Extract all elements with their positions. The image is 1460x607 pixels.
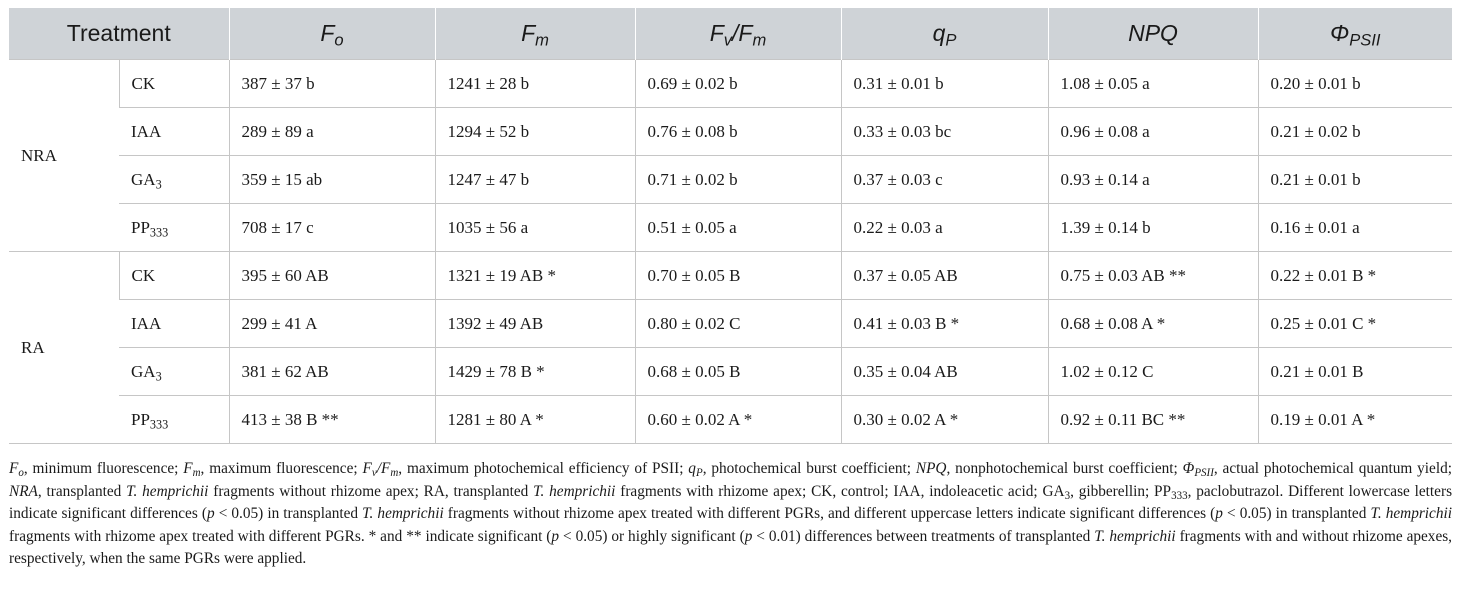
cell-fvfm: 0.51 ± 0.05 a — [635, 204, 841, 252]
treatment-cell: $PP_{333}$ — [119, 396, 229, 444]
header-row — [9, 8, 1452, 60]
treatment-cell: $GA_3$ — [119, 348, 229, 396]
cell-phi: 0.16 ± 0.01 a — [1258, 204, 1452, 252]
cell-phi: 0.22 ± 0.01 B * — [1258, 252, 1452, 300]
cell-fm: 1294 ± 52 b — [435, 108, 635, 156]
header-phi-psii: $\Phi_{PSII}$ — [1258, 8, 1452, 60]
header-qp: $q_P$ — [841, 8, 1048, 60]
group-label: NRA — [9, 60, 119, 252]
cell-npq: 0.92 ± 0.11 BC ** — [1048, 396, 1258, 444]
cell-npq: 1.39 ± 0.14 b — [1048, 204, 1258, 252]
table-row — [9, 348, 1452, 396]
cell-fo: 289 ± 89 a — [229, 108, 435, 156]
header-fo: $F_o$ — [229, 8, 435, 60]
header-npq: NPQ — [1048, 8, 1258, 60]
cell-qp: 0.33 ± 0.03 bc — [841, 108, 1048, 156]
cell-fm: 1241 ± 28 b — [435, 60, 635, 108]
cell-fvfm: 0.71 ± 0.02 b — [635, 156, 841, 204]
table-container — [9, 8, 1452, 444]
cell-fo: 395 ± 60 AB — [229, 252, 435, 300]
header-treatment: Treatment — [9, 8, 229, 60]
cell-fvfm: 0.70 ± 0.05 B — [635, 252, 841, 300]
cell-fo: 359 ± 15 ab — [229, 156, 435, 204]
cell-fm: 1392 ± 49 AB — [435, 300, 635, 348]
cell-fm: 1247 ± 47 b — [435, 156, 635, 204]
treatment-cell: IAA — [119, 108, 229, 156]
results-table — [9, 8, 1452, 444]
cell-npq: 1.02 ± 0.12 C — [1048, 348, 1258, 396]
cell-phi: 0.25 ± 0.01 C * — [1258, 300, 1452, 348]
cell-npq: 1.08 ± 0.05 a — [1048, 60, 1258, 108]
cell-npq: 0.96 ± 0.08 a — [1048, 108, 1258, 156]
cell-phi: 0.19 ± 0.01 A * — [1258, 396, 1452, 444]
treatment-cell: $PP_{333}$ — [119, 204, 229, 252]
header-fvfm: $F_v/F_m$ — [635, 8, 841, 60]
cell-phi: 0.21 ± 0.01 B — [1258, 348, 1452, 396]
table-row — [9, 252, 1452, 300]
cell-fo: 413 ± 38 B ** — [229, 396, 435, 444]
cell-qp: 0.35 ± 0.04 AB — [841, 348, 1048, 396]
cell-fm: 1035 ± 56 a — [435, 204, 635, 252]
treatment-cell: CK — [119, 252, 229, 300]
cell-fm: 1321 ± 19 AB * — [435, 252, 635, 300]
table-body — [9, 60, 1452, 444]
cell-fo: 387 ± 37 b — [229, 60, 435, 108]
cell-fm: 1281 ± 80 A * — [435, 396, 635, 444]
cell-fo: 708 ± 17 c — [229, 204, 435, 252]
cell-phi: 0.21 ± 0.02 b — [1258, 108, 1452, 156]
cell-npq: 0.93 ± 0.14 a — [1048, 156, 1258, 204]
cell-fvfm: 0.60 ± 0.02 A * — [635, 396, 841, 444]
cell-qp: 0.30 ± 0.02 A * — [841, 396, 1048, 444]
cell-qp: 0.22 ± 0.03 a — [841, 204, 1048, 252]
table-row — [9, 204, 1452, 252]
cell-phi: 0.20 ± 0.01 b — [1258, 60, 1452, 108]
table-row — [9, 300, 1452, 348]
cell-phi: 0.21 ± 0.01 b — [1258, 156, 1452, 204]
cell-fvfm: 0.68 ± 0.05 B — [635, 348, 841, 396]
cell-fo: 381 ± 62 AB — [229, 348, 435, 396]
cell-fvfm: 0.80 ± 0.02 C — [635, 300, 841, 348]
cell-npq: 0.68 ± 0.08 A * — [1048, 300, 1258, 348]
cell-fvfm: 0.69 ± 0.02 b — [635, 60, 841, 108]
table-row — [9, 60, 1452, 108]
cell-qp: 0.37 ± 0.03 c — [841, 156, 1048, 204]
treatment-cell: $GA_3$ — [119, 156, 229, 204]
cell-qp: 0.31 ± 0.01 b — [841, 60, 1048, 108]
cell-qp: 0.37 ± 0.05 AB — [841, 252, 1048, 300]
cell-qp: 0.41 ± 0.03 B * — [841, 300, 1048, 348]
header-fm: $F_m$ — [435, 8, 635, 60]
cell-fm: 1429 ± 78 B * — [435, 348, 635, 396]
table-footnote: $F_o$, minimum fluorescence; $F_m$, maximum fluorescence; $F_v/F_m$, maximum photochemical efficiency of PSII; $q_P$, photochemical burst coefficient; NPQ, nonphotochemical burst coefficient; $\Phi_{PSII}$, actual photochemical quantum yield; NRA, transplanted T. hemprichii fragments without rhizome apex; RA, transplanted T. hemprichii fragments with rhizome apex; CK, control; IAA, indoleacetic acid; $GA_3$, gibberellin; $PP_{333}$, paclobutrazol. Different lowercase letters indicate significant differences (p < 0.05) in transplanted T. hemprichii fragments without rhizome apex treated with different PGRs, and different uppercase letters indicate significant differences (p < 0.05) in transplanted T. hemprichii fragments with rhizome apex treated with different PGRs. * and ** indicate significant (p < 0.05) or highly significant (p < 0.01) differences between treatments of transplanted T. hemprichii fragments with and without rhizome apexes, respectively, when the same PGRs were applied. — [9, 460, 1453, 568]
table-row — [9, 396, 1452, 444]
cell-fo: 299 ± 41 A — [229, 300, 435, 348]
treatment-cell: IAA — [119, 300, 229, 348]
table-row — [9, 108, 1452, 156]
cell-npq: 0.75 ± 0.03 AB ** — [1048, 252, 1258, 300]
table-row — [9, 156, 1452, 204]
cell-fvfm: 0.76 ± 0.08 b — [635, 108, 841, 156]
group-label: RA — [9, 252, 119, 444]
treatment-cell: CK — [119, 60, 229, 108]
